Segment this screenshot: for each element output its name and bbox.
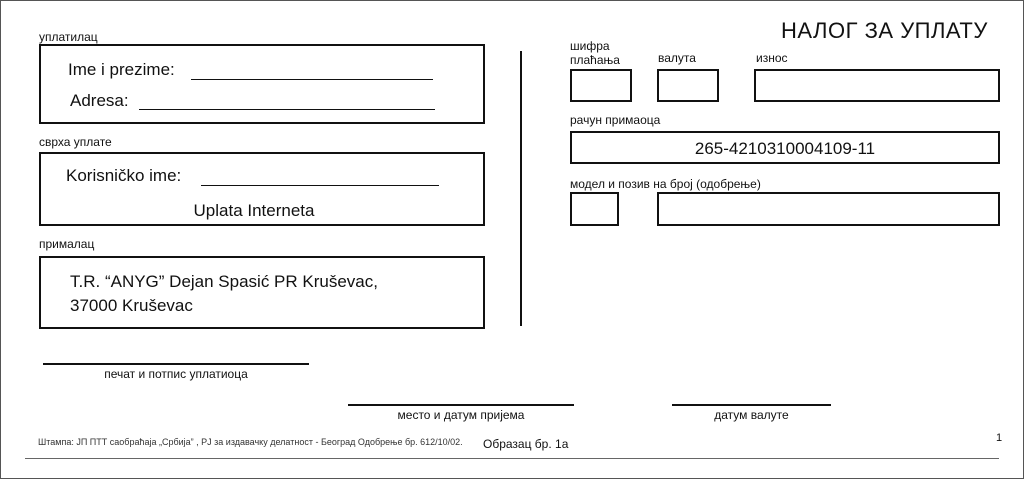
column-divider xyxy=(520,51,522,326)
place-date-line[interactable] xyxy=(348,404,574,406)
purpose-text: Uplata Interneta xyxy=(193,201,315,220)
username-label: Korisničko ime: xyxy=(66,166,182,185)
reference-number-field[interactable] xyxy=(657,192,1000,226)
purpose-label: сврха уплате xyxy=(39,135,112,149)
payer-signature-line[interactable] xyxy=(43,363,309,365)
page-number: 1 xyxy=(996,432,1003,444)
reference-label: модел и позив на број (одобрење) xyxy=(570,177,761,191)
payment-code-label-1: шифра xyxy=(570,39,610,53)
username-field[interactable] xyxy=(201,185,439,186)
currency-label: валута xyxy=(658,51,696,65)
recipient-line1: T.R. “ANYG” Dejan Spasić PR Kruševac, xyxy=(70,272,378,291)
payment-code-field[interactable] xyxy=(570,69,632,102)
payer-name-field[interactable] xyxy=(191,79,433,80)
form-title: НАЛОГ ЗА УПЛАТУ xyxy=(781,18,988,43)
value-date-label: датум валуте xyxy=(714,408,789,422)
account-label: рачун примаоца xyxy=(570,113,661,127)
account-field[interactable] xyxy=(570,131,1000,164)
currency-field[interactable] xyxy=(657,69,719,102)
account-number: 265-4210310004109-11 xyxy=(694,139,876,158)
recipient-label: прималац xyxy=(39,237,95,251)
footer-rule xyxy=(25,458,999,459)
recipient-box xyxy=(39,256,485,329)
print-note: Штампа: ЈП ПТТ саобраћаја „Србија” , РЈ за издавачку делатност - Београд Одобрење бр. 612/10/02. xyxy=(38,437,463,447)
payer-label: уплатилац xyxy=(39,30,98,44)
place-date-label: место и датум пријема xyxy=(397,408,525,422)
payer-address-field[interactable] xyxy=(139,109,435,110)
form-code: Образац бр. 1а xyxy=(483,437,569,451)
model-field[interactable] xyxy=(570,192,619,226)
amount-field[interactable] xyxy=(754,69,1000,102)
payment-code-label-2: плаћања xyxy=(570,53,620,67)
payer-signature-label: печат и потпис уплатиоца xyxy=(104,367,248,381)
payer-name-label: Ime i prezime: xyxy=(68,60,175,79)
payer-box xyxy=(39,44,485,124)
purpose-box xyxy=(39,152,485,226)
value-date-line[interactable] xyxy=(672,404,831,406)
amount-label: износ xyxy=(756,51,788,65)
recipient-line2: 37000 Kruševac xyxy=(70,296,193,315)
payer-address-label: Adresa: xyxy=(70,91,129,110)
